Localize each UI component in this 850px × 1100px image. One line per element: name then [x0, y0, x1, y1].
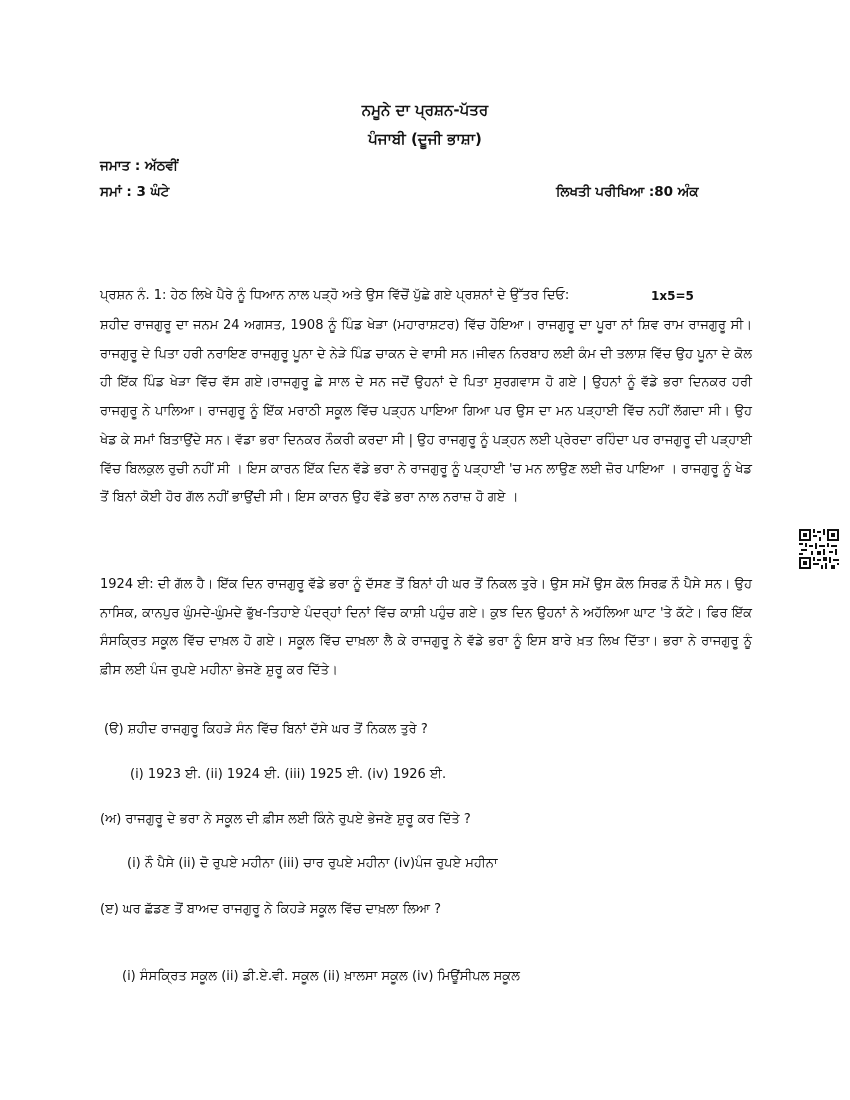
question-1-marks: 1x5=5: [651, 289, 694, 303]
sub-question-c: (ੲ) ਘਰ ਛੱਡਣ ਤੋਂ ਬਾਅਦ ਰਾਜਗੁਰੂ ਨੇ ਕਿਹੜੇ ਸਕੂਲ ਵਿੱਚ ਦਾਖ਼ਲਾ ਲਿਆ ?: [100, 902, 442, 917]
paper-title: ਨਮੂਨੇ ਦਾ ਪ੍ਰਸ਼ਨ-ਪੱਤਰ: [361, 101, 489, 119]
sub-question-b-options: (i) ਨੌ ਪੈਸੇ (ii) ਦੋ ਰੁਪਏ ਮਹੀਨਾ (iii) ਚਾਰ ਰੁਪਏ ਮਹੀਨਾ (iv)ਪੰਜ ਰੁਪਏ ਮਹੀਨਾ: [127, 856, 498, 871]
sub-question-c-options: (i) ਸੰਸਕ੍ਰਿਤ ਸਕੂਲ (ii) ਡੀ.ਏ.ਵੀ. ਸਕੂਲ (ii) ਖ਼ਾਲਸਾ ਸਕੂਲ (iv) ਮਿਊਂਸੀਪਲ ਸਕੂਲ: [122, 969, 520, 984]
passage-paragraph-2: [100, 571, 752, 686]
qr-code-icon: [799, 529, 839, 569]
paper-subtitle: ਪੰਜਾਬੀ (ਦੂਜੀ ਭਾਸ਼ਾ): [368, 130, 482, 148]
exam-marks-label: ਲਿਖਤੀ ਪਰੀਖਿਆ :80 ਅੰਕ: [556, 184, 699, 200]
passage-text-1: ਸ਼ਹੀਦ ਰਾਜਗੁਰੂ ਦਾ ਜਨਮ 24 ਅਗਸਤ, 1908 ਨੂੰ ਪਿੰਡ ਖੇੜਾ (ਮਹਾਰਾਸ਼ਟਰ) ਵਿੱਚ ਹੋਇਆ। ਰਾਜਗੁਰੂ ਦਾ ਪੂਰਾ ਨਾਂ ਸ਼ਿਵ ਰਾਮ ਰਾਜਗੁਰੂ ਸੀ। ਰਾਜਗੁਰੂ ਦੇ ਪਿਤਾ ਹਰੀ ਨਰਾਇਣ ਰਾਜਗੁਰੂ ਪੂਨਾ ਦੇ ਨੇੜੇ ਪਿੰਡ ਚਾਕਨ ਦੇ ਵਾਸੀ ਸਨ।ਜੀਵਨ ਨਿਰਬਾਹ ਲਈ ਕੰਮ ਦੀ ਤਲਾਸ਼ ਵਿੱਚ ਉਹ ਪੂਨਾ ਦੇ ਕੋਲ ਹੀ ਇੱਕ ਪਿੰਡ ਖੇੜਾ ਵਿੱਚ ਵੱਸ ਗਏ।ਰਾਜਗੁਰੂ ਛੇ ਸਾਲ ਦੇ ਸਨ ਜਦੋਂ ਉਹਨਾਂ ਦੇ ਪਿਤਾ ਸੁਰਗਵਾਸ ਹੋ ਗਏ | ਉਹਨਾਂ ਨੂੰ ਵੱਡੇ ਭਰਾ ਦਿਨਕਰ ਹਰੀ ਰਾਜਗੁਰੂ ਨੇ ਪਾਲਿਆ। ਰਾਜਗੁਰੂ ਨੂੰ ਇੱਕ ਮਰਾਠੀ ਸਕੂਲ ਵਿੱਚ ਪੜ੍ਹਨ ਪਾਇਆ ਗਿਆ ਪਰ ਉਸ ਦਾ ਮਨ ਪੜ੍ਹਾਈ ਵਿੱਚ ਨਹੀਂ ਲੱਗਦਾ ਸੀ। ਉਹ ਖੇਡ ਕੇ ਸਮਾਂ ਬਿਤਾਉਂਦੇ ਸਨ। ਵੱਡਾ ਭਰਾ ਦਿਨਕਰ ਨੌਕਰੀ ਕਰਦਾ ਸੀ | ਉਹ ਰਾਜਗੁਰੂ ਨੂੰ ਪੜ੍ਹਨ ਲਈ ਪ੍ਰੇਰਦਾ ਰਹਿੰਦਾ ਪਰ ਰਾਜਗੁਰੂ ਦੀ ਪੜ੍ਹਾਈ ਵਿੱਚ ਬਿਲਕੁਲ ਰੁਚੀ ਨਹੀਂ ਸੀ । ਇਸ ਕਾਰਨ ਇੱਕ ਦਿਨ ਵੱਡੇ ਭਰਾ ਨੇ ਰਾਜਗੁਰੂ ਨੂੰ ਪੜ੍ਹਾਈ 'ਚ ਮਨ ਲਾਉਣ ਲਈ ਜ਼ੋਰ ਪਾਇਆ । ਰਾਜਗੁਰੂ ਨੂੰ ਖੇਡ ਤੋਂ ਬਿਨਾਂ ਕੋਈ ਹੋਰ ਗੱਲ ਨਹੀਂ ਭਾਉਂਦੀ ਸੀ। ਇਸ ਕਾਰਨ ਉਹ ਵੱਡੇ ਭਰਾ ਨਾਲ ਨਰਾਜ਼ ਹੋ ਗਏ ।: [100, 318, 752, 506]
sub-question-b: (ਅ) ਰਾਜਗੁਰੂ ਦੇ ਭਰਾ ਨੇ ਸਕੂਲ ਦੀ ਫ਼ੀਸ ਲਈ ਕਿੰਨੇ ਰੁਪਏ ਭੇਜਣੇ ਸ਼ੁਰੂ ਕਰ ਦਿੱਤੇ ?: [100, 812, 471, 827]
time-label: ਸਮਾਂ : 3 ਘੰਟੇ: [100, 184, 170, 200]
passage-paragraph-1: [100, 312, 752, 513]
passage-text-2: 1924 ਈ: ਦੀ ਗੱਲ ਹੈ। ਇੱਕ ਦਿਨ ਰਾਜਗੁਰੂ ਵੱਡੇ ਭਰਾ ਨੂੰ ਦੱਸਣ ਤੋਂ ਬਿਨਾਂ ਹੀ ਘਰ ਤੋਂ ਨਿਕਲ ਤੁਰੇ। ਉਸ ਸਮੇਂ ਉਸ ਕੋਲ ਸਿਰਫ਼ ਨੌ ਪੈਸੇ ਸਨ। ਉਹ ਨਾਸਿਕ, ਕਾਨਪੁਰ ਘੁੰਮਦੇ-ਘੁੰਮਦੇ ਭੁੱਖ-ਤਿਹਾਏ ਪੰਦਰ੍ਹਾਂ ਦਿਨਾਂ ਵਿੱਚ ਕਾਸ਼ੀ ਪਹੁੰਚ ਗਏ। ਕੁਝ ਦਿਨ ਉਹਨਾਂ ਨੇ ਅਹੱਲਿਆ ਘਾਟ 'ਤੇ ਕੱਟੇ। ਫਿਰ ਇੱਕ ਸੰਸਕ੍ਰਿਤ ਸਕੂਲ ਵਿੱਚ ਦਾਖ਼ਲ ਹੋ ਗਏ। ਸਕੂਲ ਵਿੱਚ ਦਾਖ਼ਲਾ ਲੈ ਕੇ ਰਾਜਗੁਰੂ ਨੇ ਵੱਡੇ ਭਰਾ ਨੂੰ ਇਸ ਬਾਰੇ ਖ਼ਤ ਲਿਖ ਦਿੱਤਾ। ਭਰਾ ਨੇ ਰਾਜਗੁਰੂ ਨੂੰ ਫ਼ੀਸ ਲਈ ਪੰਜ ਰੁਪਏ ਮਹੀਨਾ ਭੇਜਣੇ ਸ਼ੁਰੂ ਕਰ ਦਿੱਤੇ।: [100, 577, 752, 679]
sub-question-a-options: (i) 1923 ਈ. (ii) 1924 ਈ. (iii) 1925 ਈ. (iv) 1926 ਈ.: [130, 767, 447, 782]
question-1-prompt: ਪ੍ਰਸ਼ਨ ਨੰ. 1: ਹੇਠ ਲਿਖੇ ਪੈਰੇ ਨੂੰ ਧਿਆਨ ਨਾਲ ਪੜ੍ਹੋ ਅਤੇ ਉਸ ਵਿੱਚੋਂ ਪੁੱਛੇ ਗਏ ਪ੍ਰਸ਼ਨਾਂ ਦੇ ਉੱਤਰ ਦਿਓ:: [100, 288, 570, 303]
class-label: ਜਮਾਤ : ਅੱਠਵੀਂ: [100, 158, 178, 174]
sub-question-a: (ੳ) ਸ਼ਹੀਦ ਰਾਜਗੁਰੂ ਕਿਹੜੇ ਸੰਨ ਵਿੱਚ ਬਿਨਾਂ ਦੱਸੇ ਘਰ ਤੋਂ ਨਿਕਲ ਤੁਰੇ ?: [104, 722, 428, 737]
